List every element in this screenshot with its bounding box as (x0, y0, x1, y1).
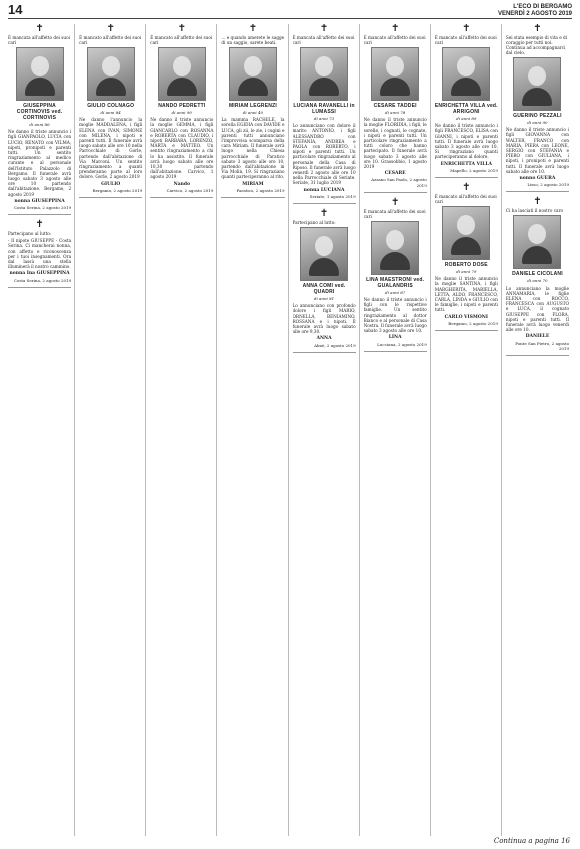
cross-icon: ✝ (35, 219, 44, 231)
deceased-age: di anni 79 (456, 269, 477, 275)
deceased-name: DANIELE CICOLANI (512, 271, 563, 278)
deceased-name: CESARE TADDEI (373, 103, 417, 109)
notice-place-date: Costa Serina, 2 agosto 2019 (13, 277, 72, 283)
obituary-columns (8, 24, 572, 836)
notice-place-date: Azzano San Paolo, 2 agosto 2019 (371, 177, 427, 188)
notice-body: Ne danno l'annuncio la moglie MADDALENA, i figli ELENA con IVAN, SIMONE con MILENA, i nipoti e parenti tutti. Il funerale avrà luogo sabato alle ore 10 nella Parrocchiale di Gorle, partendo dall'abitazione di Via Marconi. Un sentito ringraziamento a quanti prenderanno parte al loro dolore. Gorle, 2 agosto 2019 (79, 117, 143, 180)
obituary-notice (79, 24, 142, 198)
obituary-notice (364, 24, 427, 193)
deceased-photo (442, 206, 490, 260)
deceased-photo (16, 47, 64, 101)
column-2 (79, 24, 146, 836)
deceased-age: di anni 87 (385, 289, 406, 295)
cross-icon: ✝ (177, 24, 186, 34)
deceased-age: di anni 73 (313, 116, 335, 121)
obituary-notice (506, 197, 569, 356)
issue-date: VENERDÌ 2 AGOSTO 2019 (497, 11, 572, 17)
deceased-photo (371, 47, 419, 101)
deceased-photo (87, 47, 135, 101)
column-8 (506, 24, 572, 836)
deceased-photo (300, 47, 348, 101)
notice-place-date: Almè, 2 agosto 2019 (314, 342, 356, 348)
deceased-age: di anni 81 (313, 296, 335, 302)
notice-intro: È mancata all'affetto dei suoi cari (292, 35, 355, 45)
notice-place-date: Costa Serina, 2 agosto 2019 (13, 205, 72, 211)
cross-icon: ✝ (35, 24, 44, 34)
obituary-notice (364, 198, 427, 352)
deceased-name: GUERINO PEZZALI (513, 113, 562, 119)
deceased-age: di anni 90 (527, 120, 548, 125)
notice-signature: CESARE (384, 171, 406, 177)
notice-signature: MIRIAM (242, 181, 264, 187)
notice-signature: LINA (388, 335, 402, 341)
notice-body: Ne danno il triste annuncio la moglie FLORIDIA, i figli, le sorelle, i cognati, le cognate, i nipoti e parenti tutti. Un particolare ringraziamento a tutti coloro che hanno partecipato. Il funerale avrà luogo sabato 3 agosto alle ore 10. Grassobbio, 1 agosto 2019 (363, 117, 427, 170)
obituary-notice (293, 24, 356, 204)
page-header (8, 4, 572, 19)
deceased-age: di anni 78 (385, 110, 406, 115)
notice-body: La mamma RACHELE, la sorella EGIDIA con DAVIDE e LUCA, gli zii, le zie, i cugini e parenti tutti annunciano l'improvvisa scomparsa della cara Miriam. Il funerale avrà luogo nella Chiesa parrocchiale di Paratico sabato 3 agosto alle ore 10, partendo dall'abitazione in Via Molin, 19. Si ringraziano quanti parteciperanno al rito. (221, 117, 285, 180)
cross-icon: ✝ (248, 24, 258, 34)
notice-signature: Nando (173, 181, 191, 187)
cross-icon: ✝ (462, 182, 471, 194)
notice-intro: È mancato all'affetto dei suoi cari (79, 35, 142, 45)
page-number: 14 (8, 2, 23, 17)
notice-intro: È mancata all'affetto dei suoi cari (363, 208, 426, 219)
column-3 (150, 24, 217, 836)
notice-body: Ne danno il triste annuncio i figli GIOVANNA con WALTER, FRANCO con MARIA, PIERA con LEONE, SERGIO con STEFANIA e PIERO con GIULIANA, i nipoti, i pronipoti e parenti tutti. Il funerale avrà luogo sabato alle ore 10. (505, 127, 569, 174)
cross-icon: ✝ (319, 24, 329, 34)
deceased-photo (300, 227, 348, 281)
notice-signature: nonna GIUSEPPINA (14, 198, 65, 204)
notice-intro: Partecipano al lutto: (8, 231, 52, 237)
deceased-name: ROBERTO DOSE (444, 262, 488, 269)
notice-intro: Sei stata esempio di vita e di coraggio per tutti noi. Continua ad accompagnarci dal cielo. (505, 35, 568, 55)
deceased-age: di anni 70 (527, 278, 548, 284)
notice-body: Lo annunciano la moglie ANNAMARIA, le figlie ELENA con ROCCO, FRANCESCA con AUGUSTO e LUCA, il cognato GIUSEPPE con FLORA, nipoti e parenti tutti. Il funerale avrà luogo venerdì alle ore 10. (505, 285, 569, 333)
column-5 (293, 24, 360, 836)
cross-icon: ✝ (390, 24, 400, 34)
notice-body: Ne danno il triste annuncio i figli FRANCESCO, ELISA con GIANNI, i nipoti e parenti tutti. Il funerale avrà luogo sabato 3 agosto alle ore 10. Si ringraziano quanti parteciperanno al dolore. (434, 123, 498, 160)
obituary-notice (150, 24, 213, 198)
deceased-age: di anni 89 (456, 116, 477, 121)
newspaper-title-date (498, 4, 572, 18)
deceased-photo (158, 47, 206, 101)
deceased-photo (229, 47, 277, 101)
newspaper-name: L'ECO DI BERGAMO (513, 4, 572, 10)
obituary-notice (293, 209, 356, 353)
notice-signature: GIULIO (101, 181, 121, 187)
notice-place-date: Ponte San Pietro, 2 agosto 2019 (515, 340, 569, 351)
column-7 (435, 24, 502, 836)
deceased-name: MIRIAM LEGRENZI (228, 103, 277, 109)
notice-place-date: Bergamo, 2 agosto 2019 (92, 187, 143, 193)
obituary-notice (506, 24, 569, 192)
cross-icon: ✝ (533, 196, 542, 208)
obituary-notice (8, 24, 71, 215)
notice-body: Ne danno il triste annuncio la moglie SANTINA, i figli MARGHERITA, MARIELLA, LETTA, ALDO, FRANCESCO, CARLA, LINDA e GIULIO con le famiglie, i nipoti e parenti tutti. (434, 276, 498, 313)
notice-intro: È mancato all'affetto dei suoi cari (150, 35, 213, 45)
notice-place-date: Mapello, 2 agosto 2019 (450, 167, 498, 173)
notice-intro: ... e quando amerete le sagge di un saggio, sarete beati. (221, 35, 285, 45)
notice-body: Lo annunciano con profondo dolore i figli MARIO, ORNELLA, BENIAMINO, ROSSANA e i nipoti. Il funerale avrà luogo sabato alle ore 9,30. (292, 303, 356, 335)
deceased-photo (513, 215, 561, 269)
deceased-age: di anni 86 (29, 122, 50, 127)
deceased-name: GIULIO COLNAGO (87, 103, 135, 109)
column-1 (8, 24, 75, 836)
column-4 (221, 24, 288, 836)
notice-body: Ne danno il triste annuncio i figli GIANPAOLO, LUCIA con LUCIO, RENATO con VILMA, nipoti, pronipoti e parenti tutti. Un sentito ringraziamento al medico curante e al personale dell'Istituto Palazzolo di Bergamo. Il funerale avrà luogo sabato 3 agosto alle ore 10 partendo dall'abitazione. Bergamo, 2 agosto 2019 (8, 129, 72, 197)
notice-intro: È mancata all'affetto dei suoi cari (8, 35, 70, 45)
notice-place-date: Carvico, 2 agosto 2019 (166, 187, 214, 193)
cross-icon: ✝ (319, 208, 329, 220)
notice-body: Ne danno il triste annuncio i figli con le rispettive famiglie. Un sentito ringraziamento al dottor Bianco e al personale di Casa Nostra. Il funerale avrà luogo sabato 3 agosto alle ore 10. (363, 297, 427, 334)
deceased-name: NANDO PEDRETTI (158, 103, 206, 109)
notice-signature: ENRICHETTA VILLA (440, 161, 493, 167)
notice-place-date: Seriate, 1 agosto 2019 (309, 193, 356, 199)
obituary-notice (435, 183, 498, 331)
notice-place-date: Paratico, 2 agosto 2019 (236, 187, 285, 193)
notice-signature: nonno GUERA (519, 176, 556, 182)
notice-signature: DANIELE (525, 334, 550, 340)
deceased-name: ENRICHETTA VILLA ved. ARRIGONI (434, 103, 498, 115)
notice-place-date: Lucciana, 2 agosto 2019 (377, 341, 427, 347)
deceased-name: ANNA COMI ved. QUADRI (302, 283, 346, 296)
notice-intro: È mancato all'affetto dei suoi cari (434, 194, 497, 205)
deceased-name: LUCIANA RAVANELLI in LUMASSI (293, 103, 355, 115)
notice-place-date: Bergamo, 2 agosto 2019 (448, 320, 498, 326)
notice-signature: ANNA (316, 336, 332, 342)
cross-icon: ✝ (390, 196, 400, 208)
obituary-notice (435, 24, 498, 178)
cross-icon: ✝ (533, 24, 542, 34)
deceased-age: di anni 90 (171, 110, 192, 115)
deceased-photo (442, 47, 490, 101)
notice-body: - Il nipote GIUSEPPE - Costa Serina. Ci mancherai nonna, con affetto e riconoscenza per i tuoi insegnamenti. Ora dal lassù una stella illuminerà il nostro cammino. (8, 238, 72, 270)
obituary-notice (221, 24, 284, 198)
column-6 (364, 24, 431, 836)
notice-signature: nonna LUCIANA (303, 187, 345, 193)
notice-signature: nonna Ina GIUSEPPINA (9, 271, 70, 277)
cross-icon: ✝ (106, 24, 115, 34)
notice-body: Ne danno il triste annuncio la moglie GEMMA, i figli GIANCARLO con ROSANNA e ROBERTA con CLAUDIO, i nipoti BARBARA, LORENZO, MARTA e MATTEO. Un sentito ringraziamento a chi lo ha assistito. Il funerale avrà luogo sabato alle ore 10,30 partendo dall'abitazione. Carvico, 1 agosto 2019 (150, 117, 214, 180)
notice-body: Lo annunciano con dolore il marito ANTONIO, i figli ALESSANDRO con STEFANIA, ANDREA e PAOLA con ROBERTO, i nipoti e parenti tutti. Un particolare ringraziamento al personale della Casa di Riposo. Il funerale avrà luogo venerdì 2 agosto alle ore 10 nella Parrocchiale di Seriate. Seriate, 31 luglio 2019 (292, 123, 356, 186)
notice-signature: CARLO VISMONI (444, 314, 489, 320)
continued-note: Continua a pagina 16 (493, 837, 570, 845)
deceased-name: GIUSEPPINA CORTINOVIS ved. CORTINOVIS (16, 103, 63, 121)
deceased-age: di anni 40 (242, 110, 264, 115)
deceased-photo (513, 57, 561, 111)
notice-intro: Partecipano al lutto: (292, 220, 336, 226)
deceased-photo (371, 221, 419, 275)
deceased-name: LINA MAESTRONI ved. GUALANDRIS (366, 276, 425, 289)
obituary-notice (8, 220, 71, 288)
notice-intro: Ci ha lasciati il nostro caro (505, 208, 564, 214)
deceased-age: di anni 84 (100, 110, 121, 115)
cross-icon: ✝ (462, 24, 471, 34)
notice-intro: È mancato all'affetto dei suoi cari (434, 35, 497, 45)
notice-place-date: Lisso, 2 agosto 2019 (527, 182, 569, 188)
notice-intro: È mancato all'affetto dei suoi cari (363, 35, 426, 45)
